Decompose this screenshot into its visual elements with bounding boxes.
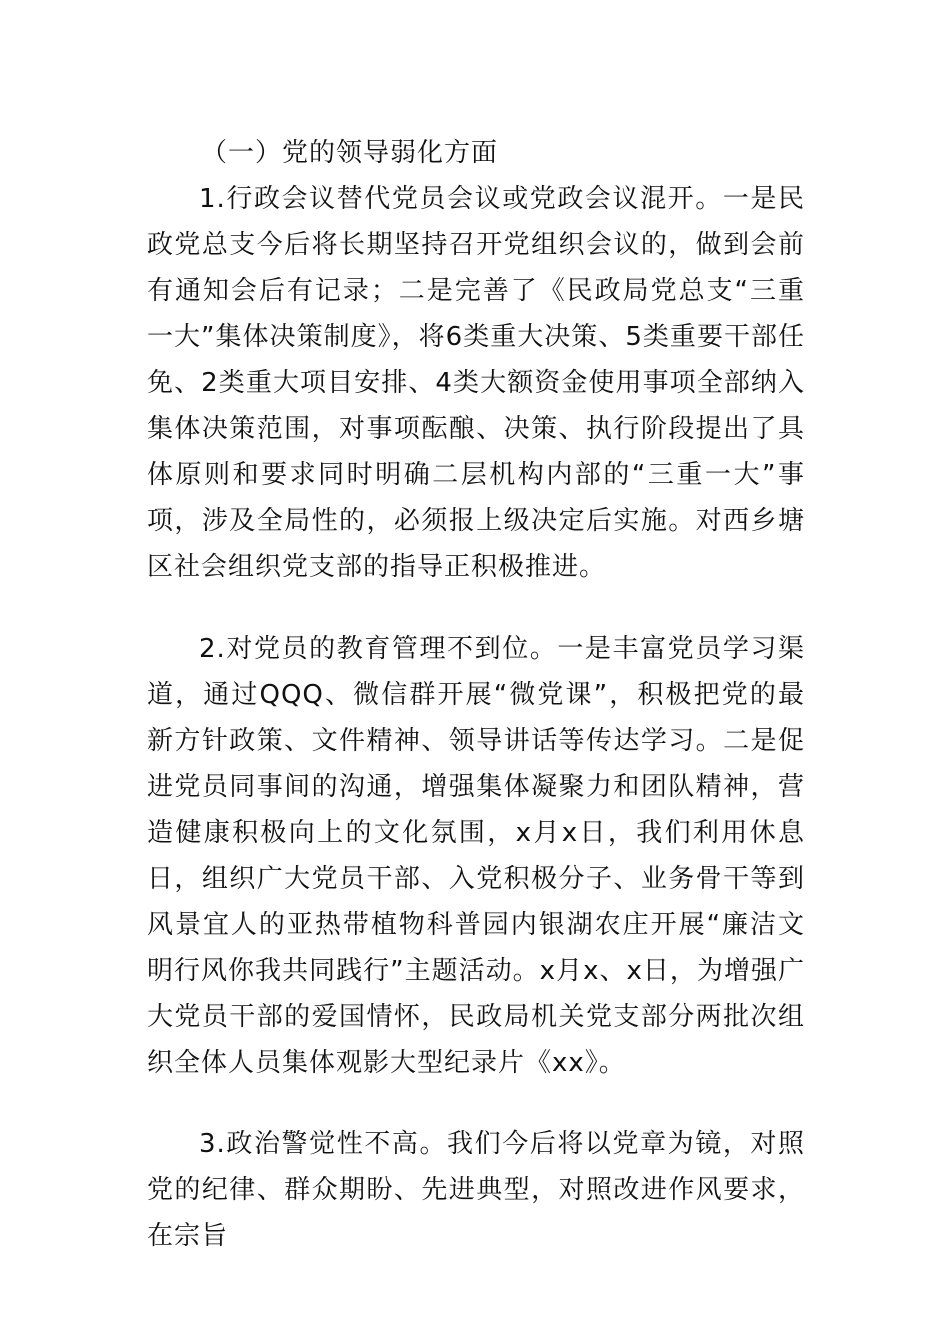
paragraph-3: 3.政治警觉性不高。我们今后将以党章为镜，对照党的纪律、群众期盼、先进典型，对照改进作风要求，在宗旨 [147, 1129, 805, 1251]
paragraph-2: 2.对党员的教育管理不到位。一是丰富党员学习渠道，通过QQQ、微信群开展“微党课”，积极把党的最新方针政策、文件精神、领导讲话等传达学习。二是促进党员同事间的沟通，增强集体凝聚力和团队精神，营造健康积极向上的文化氛围，x月x日，我们利用休息日，组织广大党员干部、入党积极分子、业务骨干等到风景宜人的亚热带植物科普园内银湖农庄开展“廉洁文明行风你我共同践行”主题活动。x月x、x日，为增强广大党员干部的爱国情怀，民政局机关党支部分两批次组织全体人员集体观影大型纪录片《xx》。 [147, 634, 805, 1078]
paragraph-1: 1.行政会议替代党员会议或党政会议混开。一是民政党总支今后将长期坚持召开党组织会议的，做到会前有通知会后有记录；二是完善了《民政局党总支“三重一大”集体决策制度》，将6类重大决策、5类重要干部任免、2类重大项目安排、4类大额资金使用事项全部纳入集体决策范围，对事项酝酿、决策、执行阶段提出了具体原则和要求同时明确二层机构内部的“三重一大”事项，涉及全局性的，必须报上级决定后实施。对西乡塘区社会组织党支部的指导正积极推进。 [147, 184, 805, 582]
section-heading: （一）党的领导弱化方面 [201, 138, 499, 168]
